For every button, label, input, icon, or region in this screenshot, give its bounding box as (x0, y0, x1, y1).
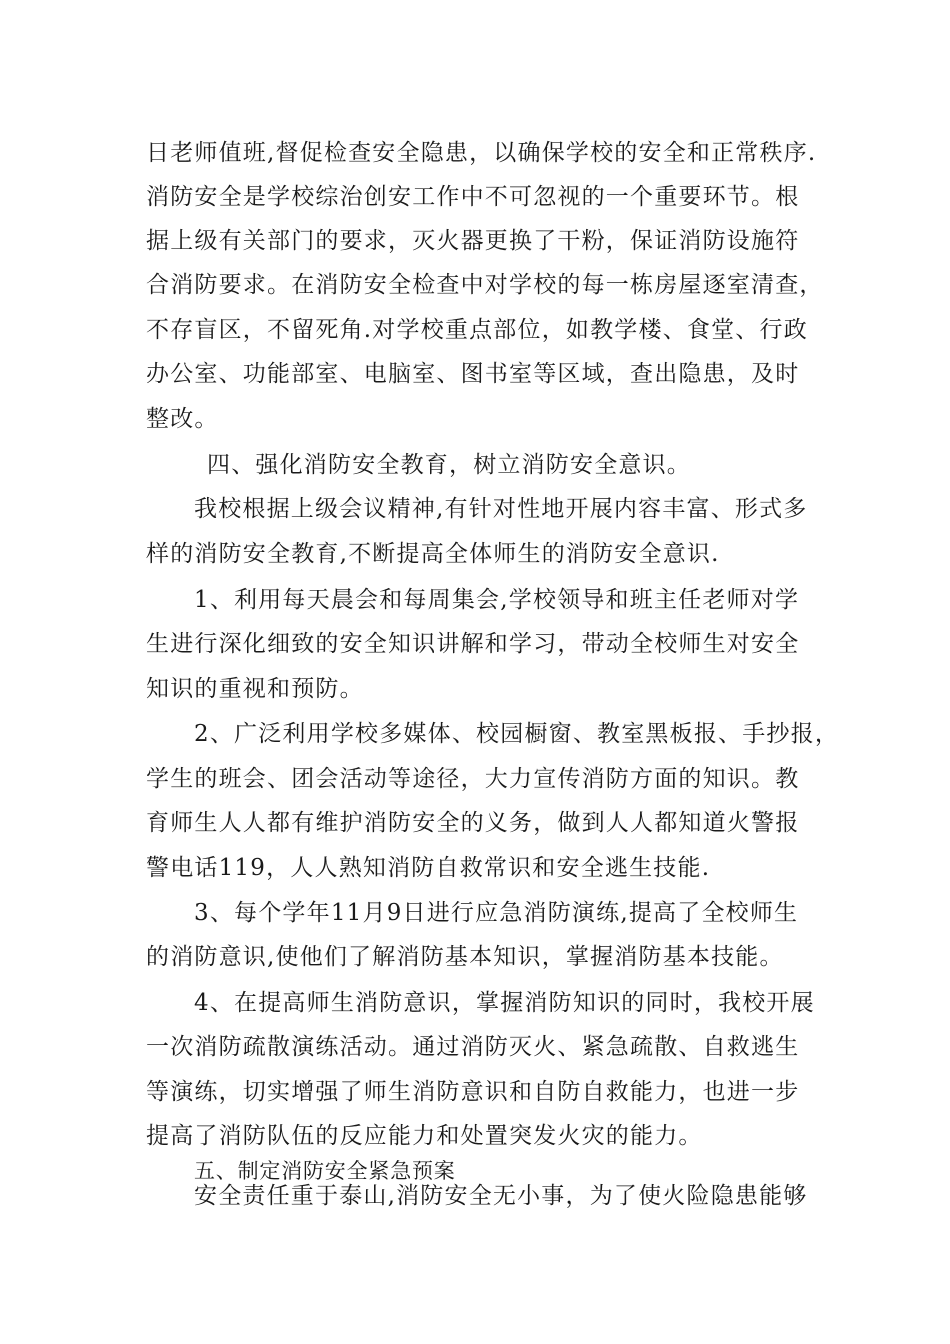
text-line: 生进行深化细致的安全知识讲解和学习，带动全校师生对安全 (146, 631, 800, 657)
list-item-first-line: 1、利用每天晨会和每周集会,学校领导和班主任老师对学 (194, 587, 800, 613)
list-item-first-line: 3、每个学年11月9日进行应急消防演练,提高了全校师生 (194, 900, 799, 926)
text-line: 一次消防疏散演练活动。通过消防灭火、紧急疏散、自救逃生 (146, 1034, 800, 1060)
text-line: 整改。 (146, 406, 219, 432)
section-heading: 五、制定消防安全紧急预案 (194, 1159, 456, 1183)
text-line: 据上级有关部门的要求，灭火器更换了干粉，保证消防设施符 (146, 228, 800, 254)
list-item-first-line: 2、广泛利用学校多媒体、校园橱窗、教室黑板报、手抄报， (194, 721, 840, 747)
text-line: 日老师值班,督促检查安全隐患，以确保学校的安全和正常秩序. (146, 140, 817, 166)
text-line: 样的消防安全教育,不断提高全体师生的消防安全意识. (146, 541, 720, 567)
text-line: 消防安全是学校综治创安工作中不可忽视的一个重要环节。根 (146, 184, 800, 210)
text-line: 合消防要求。在消防安全检查中对学校的每一栋房屋逐室清查， (146, 272, 824, 298)
text-line: 等演练，切实增强了师生消防意识和自防自救能力，也进一步 (146, 1079, 800, 1105)
text-line: 不存盲区，不留死角.对学校重点部位，如教学楼、食堂、行政 (146, 317, 808, 343)
text-line: 提高了消防队伍的反应能力和处置突发火灾的能力。 (146, 1123, 703, 1149)
text-line: 的消防意识,使他们了解消防基本知识，掌握消防基本技能。 (146, 944, 784, 970)
list-item-first-line: 4、在提高师生消防意识，掌握消防知识的同时，我校开展 (194, 990, 815, 1016)
text-line: 警电话119，人人熟知消防自救常识和安全逃生技能. (146, 855, 711, 881)
paragraph-first-line: 安全责任重于泰山,消防安全无小事，为了使火险隐患能够 (194, 1183, 808, 1209)
paragraph-first-line: 我校根据上级会议精神,有针对性地开展内容丰富、形式多 (194, 496, 808, 522)
text-line: 知识的重视和预防。 (146, 676, 364, 702)
text-line: 育师生人人都有维护消防安全的义务，做到人人都知道火警报 (146, 810, 800, 836)
section-heading: 四、强化消防安全教育，树立消防安全意识。 (207, 452, 691, 478)
text-line: 办公室、功能部室、电脑室、图书室等区域，查出隐患，及时 (146, 361, 800, 387)
text-line: 学生的班会、团会活动等途径，大力宣传消防方面的知识。教 (146, 766, 800, 792)
